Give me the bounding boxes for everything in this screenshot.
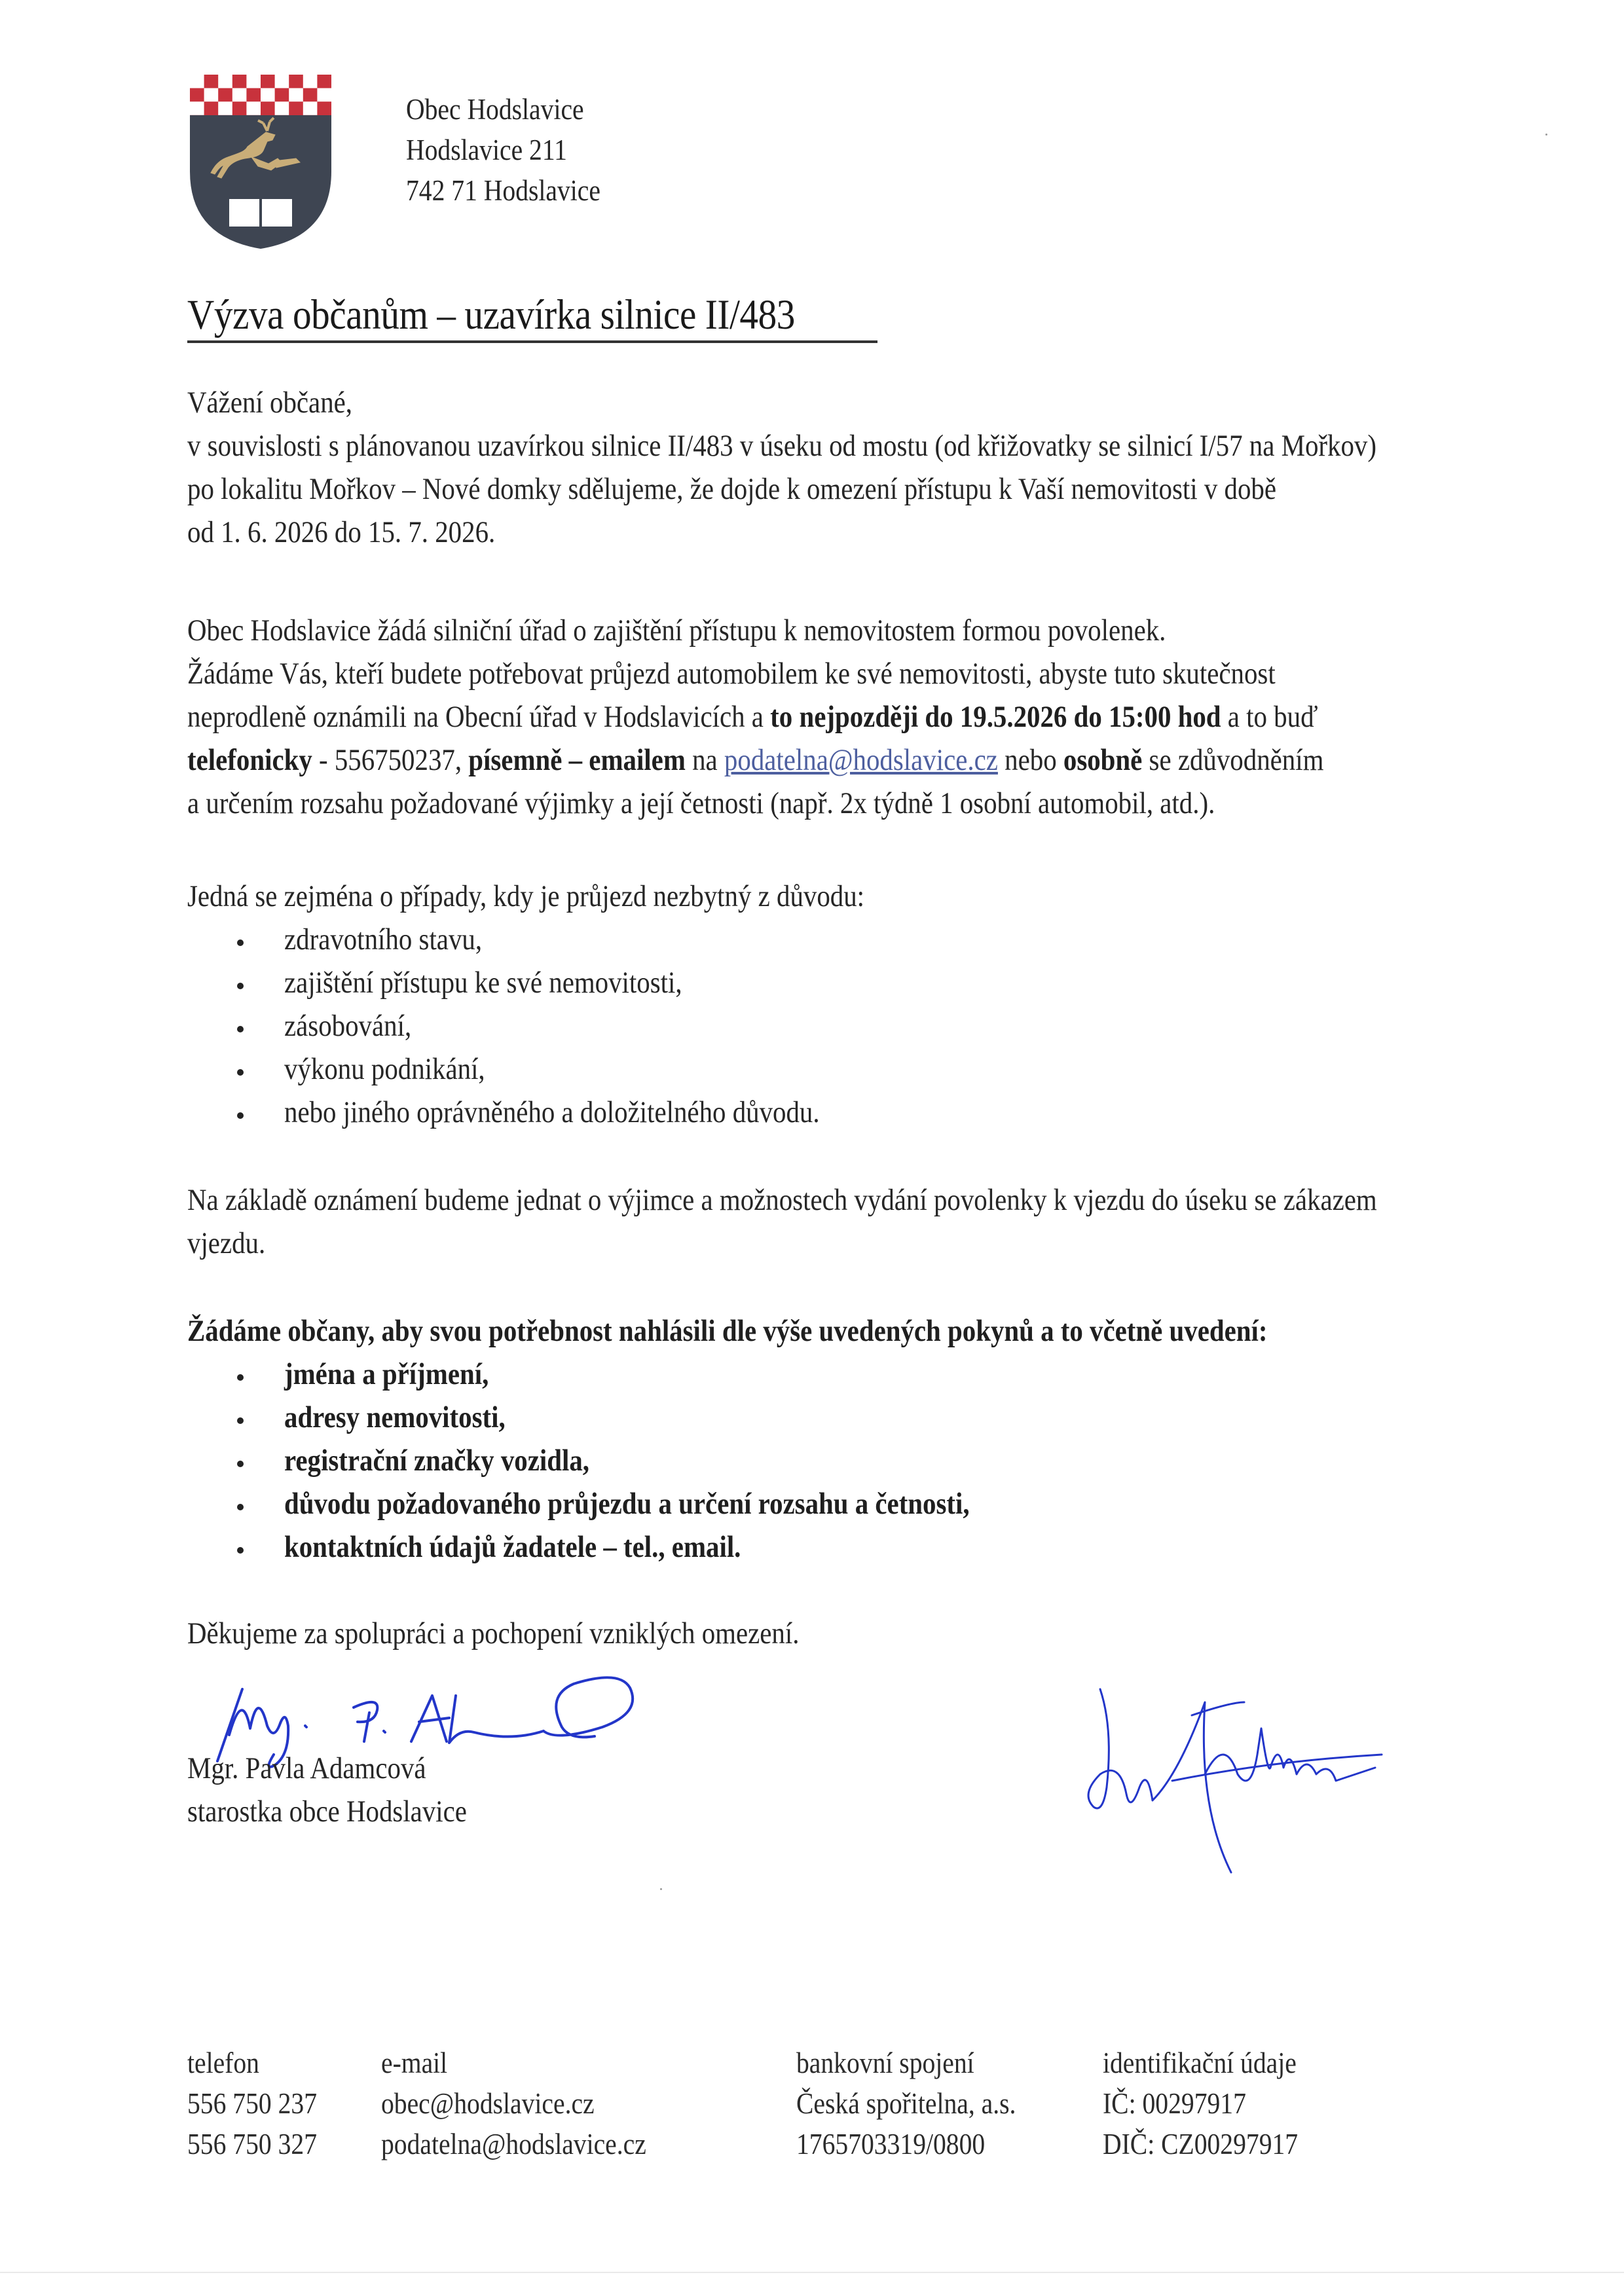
sender-street: Hodslavice 211 xyxy=(406,134,567,166)
paragraph-intro xyxy=(187,381,1523,554)
list-item: zajištění přístupu ke své nemovitosti, xyxy=(187,961,1523,1004)
footer-email xyxy=(381,2043,682,2164)
paragraph-request xyxy=(187,609,1523,825)
sender-address xyxy=(406,89,600,211)
letter-title: Výzva občanům – uzavírka silnice II/483 xyxy=(187,289,877,343)
email-link[interactable]: podatelna@hodslavice.cz xyxy=(724,743,998,777)
bullet-icon xyxy=(237,1461,244,1467)
checker-chief xyxy=(190,75,331,115)
scan-speck xyxy=(1545,134,1547,136)
text-line: v souvislosti s plánovanou uzavírkou silnice II/483 v úseku od mostu (od křižovatky se silnicí I/57 na Mořkov) xyxy=(187,429,1376,463)
tax-id: DIČ: CZ00297917 xyxy=(1103,2128,1299,2160)
sender-name: Obec Hodslavice xyxy=(406,93,584,126)
phone-number: 556 750 237 xyxy=(187,2087,317,2120)
text-line: Na základě oznámení budeme jednat o výjimce a možnostech vydání povolenky k vjezdu do úseku se zákazem xyxy=(187,1183,1377,1217)
paragraph-reasons xyxy=(187,875,1523,1134)
text-line: telefonicky - 556750237, písemně – emailem na podatelna@hodslavice.cz nebo osobně se zdůvodněním xyxy=(187,743,1324,777)
text-line: Žádáme Vás, kteří budete potřebovat průjezd automobilem ke své nemovitosti, abyste tuto skutečnost xyxy=(187,657,1276,691)
bullet-icon xyxy=(237,983,244,989)
bullet-icon xyxy=(237,1374,244,1381)
bullet-icon xyxy=(237,1026,244,1032)
footer-label: identifikační údaje xyxy=(1103,2047,1297,2079)
text-line: a určením rozsahu požadované výjimky a její četnosti (např. 2x týdně 1 osobní automobil, atd.). xyxy=(187,786,1215,820)
bank-name: Česká spořitelna, a.s. xyxy=(796,2087,1016,2120)
text-line: neprodleně oznámili na Obecní úřad v Hodslavicích a to nejpozději do 19.5.2026 do 15:00 hod a to buď xyxy=(187,700,1318,734)
text-line: po lokalitu Mořkov – Nové domky sdělujeme, že dojde k omezení přístupu k Vaší nemovitosti v době xyxy=(187,472,1277,506)
paragraph-permits xyxy=(187,1178,1523,1265)
list-item: kontaktních údajů žadatele – tel., email. xyxy=(187,1525,1523,1569)
list-item: jména a příjmení, xyxy=(187,1353,1523,1396)
bullet-icon xyxy=(237,1112,244,1119)
email-address: obec@hodslavice.cz xyxy=(381,2087,595,2120)
salutation: Vážení občané, xyxy=(187,386,353,420)
deadline: to nejpozději do 19.5.2026 do 15:00 hod xyxy=(770,700,1221,734)
footer-label: bankovní spojení xyxy=(796,2047,974,2079)
bank-account: 1765703319/0800 xyxy=(796,2128,986,2160)
coat-of-arms-logo xyxy=(189,73,333,250)
reasons-intro: Jedná se zejména o případy, kdy je průjezd nezbytný z důvodu: xyxy=(187,879,865,913)
required-info-list xyxy=(187,1353,1523,1569)
footer-label: telefon xyxy=(187,2047,259,2079)
scan-edge xyxy=(0,2272,1624,2273)
footer-bank xyxy=(796,2043,1046,2164)
second-signature xyxy=(1074,1676,1388,1892)
reasons-list xyxy=(187,918,1523,1134)
email-address: podatelna@hodslavice.cz xyxy=(381,2128,646,2160)
footer-phone xyxy=(187,2043,335,2164)
list-item: důvodu požadovaného průjezdu a určení rozsahu a četnosti, xyxy=(187,1482,1523,1525)
list-item: výkonu podnikání, xyxy=(187,1048,1523,1091)
bullet-icon xyxy=(237,1417,244,1424)
list-item: zdravotního stavu, xyxy=(187,918,1523,961)
sender-city: 742 71 Hodslavice xyxy=(406,174,600,207)
list-item: adresy nemovitosti, xyxy=(187,1396,1523,1439)
closing-line: Děkujeme za spolupráci a pochopení vzniklých omezení. xyxy=(187,1616,800,1650)
text-line: vjezdu. xyxy=(187,1226,266,1260)
list-item: zásobování, xyxy=(187,1004,1523,1048)
company-id: IČ: 00297917 xyxy=(1103,2087,1246,2120)
bullet-icon xyxy=(237,939,244,946)
required-info-intro: Žádáme občany, aby svou potřebnost nahlásili dle výše uvedených pokynů a to včetně uvedení: xyxy=(187,1314,1268,1348)
text-line: Obec Hodslavice žádá silniční úřad o zajištění přístupu k nemovitostem formou povolenek. xyxy=(187,613,1166,647)
scan-speck xyxy=(660,1888,662,1890)
bullet-icon xyxy=(237,1504,244,1510)
phone-number: 556 750 327 xyxy=(187,2128,317,2160)
paragraph-required-info xyxy=(187,1309,1523,1569)
footer-label: e-mail xyxy=(381,2047,448,2079)
closure-dates: od 1. 6. 2026 do 15. 7. 2026. xyxy=(187,515,496,549)
bullet-icon xyxy=(237,1547,244,1554)
list-item: nebo jiného oprávněného a doložitelného důvodu. xyxy=(187,1091,1523,1134)
signatory-role: starostka obce Hodslavice xyxy=(187,1795,467,1829)
signatory-name: Mgr. Pavla Adamcová xyxy=(187,1751,426,1785)
bullet-icon xyxy=(237,1069,244,1076)
open-book-icon xyxy=(229,199,292,227)
footer-ids xyxy=(1103,2043,1325,2164)
list-item: registrační značky vozidla, xyxy=(187,1439,1523,1482)
